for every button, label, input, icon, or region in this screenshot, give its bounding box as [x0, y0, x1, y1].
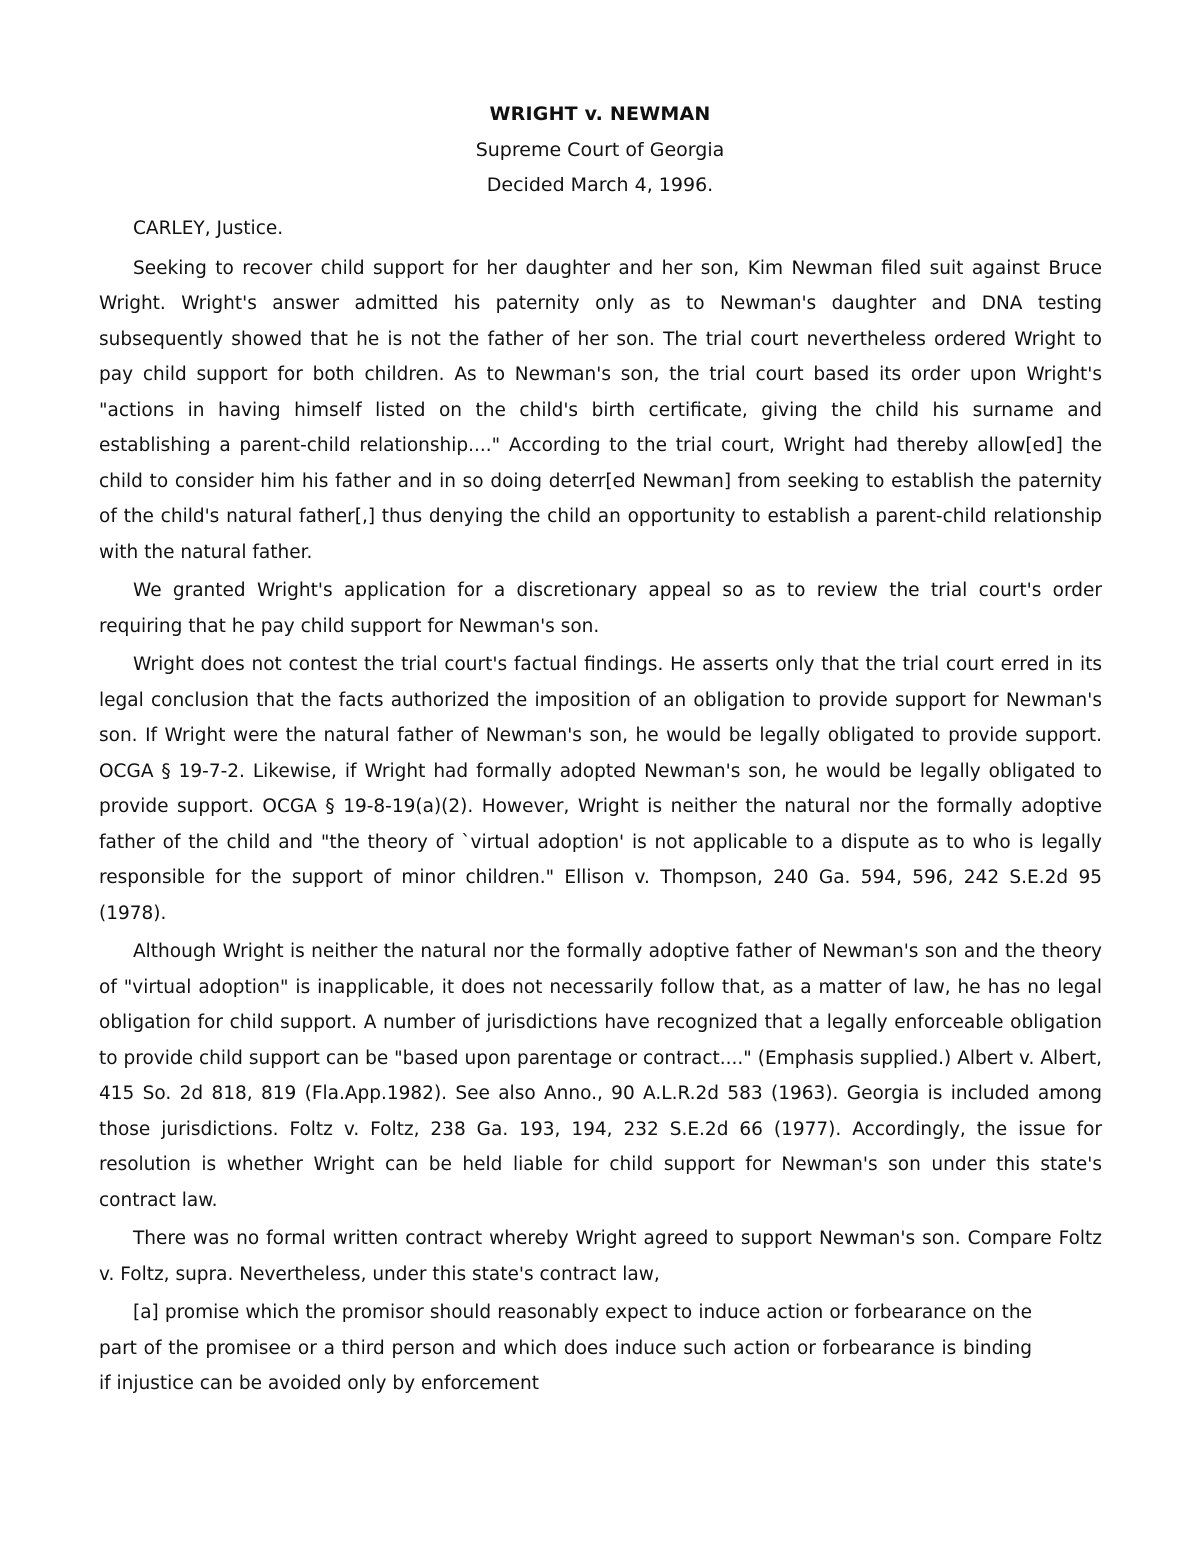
- decision-date: Decided March 4, 1996.: [486, 174, 714, 196]
- opinion-paragraph-3: Wright does not contest the trial court's factual findings. He asserts only that the trial court erred in its legal conclusion that the facts authorized the imposition of an obligation to provide support for Newman's son. If Wright were the natural father of Newman's son, he would be legally obligated to provide support. OCGA § 19-7-2. Likewise, if Wright had formally adopted Newman's son, he would be legally obligated to provide support. OCGA § 19-8-19(a)(2). However, Wright is neither the natural nor the formally adoptive father of the child and "the theory of `virtual adoption' is not applicable to a dispute as to who is legally responsible for the support of minor children." Ellison v. Thompson, 240 Ga. 594, 596, 242 S.E.2d 95 (1978).: [99, 654, 1102, 924]
- opinion-author: CARLEY, Justice.: [133, 218, 284, 239]
- case-title: WRIGHT v. NEWMAN: [489, 103, 711, 125]
- opinion-paragraph-5: There was no formal written contract whereby Wright agreed to support Newman's son. Compare Foltz v. Foltz, supra. Nevertheless, under this state's contract law,: [99, 1228, 1102, 1285]
- opinion-body: [99, 211, 1102, 1403]
- court-name: Supreme Court of Georgia: [475, 139, 725, 161]
- block-quote: [a] promise which the promisor should reasonably expect to induce action or forbearance on the part of the promisee or a third person and which does induce such action or forbearance is binding if injustice can be avoided only by enforcement: [99, 1302, 1032, 1394]
- opinion-paragraph-4: Although Wright is neither the natural nor the formally adoptive father of Newman's son and the theory of "virtual adoption" is inapplicable, it does not necessarily follow that, as a matter of law, he has no legal obligation for child support. A number of jurisdictions have recognized that a legally enforceable obligation to provide child support can be "based upon parentage or contract...." (Emphasis supplied.) Albert v. Albert, 415 So. 2d 818, 819 (Fla.App.1982). See also Anno., 90 A.L.R.2d 583 (1963). Georgia is included among those jurisdictions. Foltz v. Foltz, 238 Ga. 193, 194, 232 S.E.2d 66 (1977). Accordingly, the issue for resolution is whether Wright can be held liable for child support for Newman's son under this state's contract law.: [99, 941, 1102, 1211]
- opinion-paragraph-2: We granted Wright's application for a discretionary appeal so as to review the trial court's order requiring that he pay child support for Newman's son.: [99, 580, 1102, 637]
- opinion-paragraph-1: Seeking to recover child support for her daughter and her son, Kim Newman filed suit against Bruce Wright. Wright's answer admitted his paternity only as to Newman's daughter and DNA testing subsequently showed that he is not the father of her son. The trial court nevertheless ordered Wright to pay child support for both children. As to Newman's son, the trial court based its order upon Wright's "actions in having himself listed on the child's birth certificate, giving the child his surname and establishing a parent-child relationship...." According to the trial court, Wright had thereby allow[ed] the child to consider him his father and in so doing deterr[ed Newman] from seeking to establish the paternity of the child's natural father[,] thus denying the child an opportunity to establish a parent-child relationship with the natural father.: [99, 257, 1102, 563]
